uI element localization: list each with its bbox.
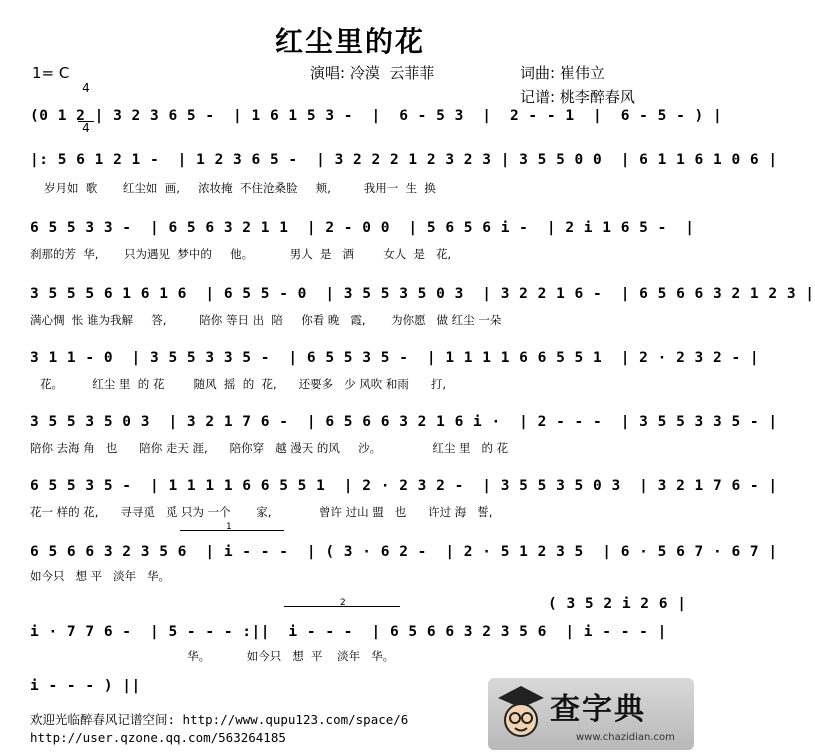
lyrics-line-4: 满心惆 怅 谁为我解 答, 陪你 等日 出 陪 你看 晚 霞, 为你愿 做 红尘 一朵	[30, 313, 502, 327]
lyrics-line-6: 陪你 去海 角 也 陪你 走天 涯, 陪你穿 越 漫天 的风 沙。 红尘 里 的 花	[30, 441, 509, 455]
chazidian-logo	[488, 678, 694, 750]
lyrics-line-3: 刹那的芳 华, 只为遇见 梦中的 他。 男人 是 酒 女人 是 花,	[30, 247, 452, 261]
credits-line-1: 欢迎光临醉春风记谱空间: http://www.qupu123.com/space/6	[30, 712, 409, 727]
logo-url: www.chazidian.com	[576, 732, 675, 743]
credits-line-2: http://user.qzone.qq.com/563264185	[30, 730, 286, 745]
performers: 演唱: 冷漠 云菲菲	[310, 64, 435, 82]
logo-text: 查字典	[550, 692, 646, 727]
lyrics-line-7: 花一 样的 花, 寻寻觅 觅 只为 一个 家, 曾许 过山 盟 也 许过 海 誓,	[30, 505, 493, 519]
staff-line-3: 6 5 5 3 3 - | 6 5 6 3 2 1 1 | 2 - 0 0 | 5 6 5 6 i - | 2 i 1 6 5 - |	[30, 220, 695, 236]
second-ending-number: 2	[340, 598, 346, 608]
lyrics-line-2: 岁月如 歌 红尘如 画, 浓妆掩 不住沧桑脸 颊, 我用一 生 换	[44, 181, 436, 195]
lyrics-line-9: 华。 如今只 想 平 淡年 华。	[30, 649, 395, 663]
song-title: 红尘里的花	[274, 25, 425, 58]
meter-bottom: 4	[78, 121, 94, 135]
composer: 词曲: 崔伟立	[520, 64, 605, 82]
staff-line-5: 3 1 1 - 0 | 3 5 5 3 3 5 - | 6 5 5 3 5 - | 1 1 1 1 6 6 5 5 1 | 2 · 2 3 2 - |	[30, 350, 760, 366]
staff-line-6: 3 5 5 3 5 0 3 | 3 2 1 7 6 - | 6 5 6 6 3 2 1 6 i · | 2 - - - | 3 5 5 3 3 5 - |	[30, 414, 778, 430]
staff-line-7: 6 5 5 3 5 - | 1 1 1 1 6 6 5 5 1 | 2 · 2 3 2 - | 3 5 5 3 5 0 3 | 3 2 1 7 6 - |	[30, 478, 778, 494]
lyrics-line-5: 花。 红尘 里 的 花 随风 摇 的 花, 还要多 少 风吹 和雨 打,	[40, 377, 446, 391]
pickup-phrase: ( 3 5 2 i 2 6 |	[548, 596, 687, 612]
transcriber: 记谱: 桃李醉春风	[520, 88, 635, 106]
first-ending-bracket	[180, 530, 284, 531]
key-signature: 1= C	[32, 64, 70, 82]
staff-line-2: |: 5 6 1 2 1 - | 1 2 3 6 5 - | 3 2 2 2 1 2 3 2 3 | 3 5 5 0 0 | 6 1 1 6 1 0 6 |	[30, 152, 778, 168]
staff-line-1: (0 1 2 | 3 2 3 6 5 - | 1 6 1 5 3 - | 6 - 5 3 | 2 - - 1 | 6 - 5 - ) |	[30, 108, 723, 124]
staff-line-4: 3 5 5 5 6 1 6 1 6 | 6 5 5 - 0 | 3 5 5 3 5 0 3 | 3 2 2 1 6 - | 6 5 6 6 3 2 1 2 3 |	[30, 286, 815, 302]
time-signature	[78, 56, 94, 148]
staff-line-8: 6 5 6 6 3 2 3 5 6 | i - - - | ( 3 · 6 2 - | 2 · 5 1 2 3 5 | 6 · 5 6 7 · 6 7 |	[30, 544, 778, 560]
first-ending-number: 1	[226, 522, 232, 532]
meter-top: 4	[82, 81, 90, 95]
staff-line-9: i · 7 7 6 - | 5 - - - :|| i - - - | 6 5 6 6 3 2 3 5 6 | i - - - |	[30, 624, 667, 640]
mascot-icon	[496, 684, 546, 744]
staff-line-10: i - - - ) ||	[30, 678, 141, 694]
lyrics-line-8: 如今只 想 平 淡年 华。	[30, 569, 171, 583]
